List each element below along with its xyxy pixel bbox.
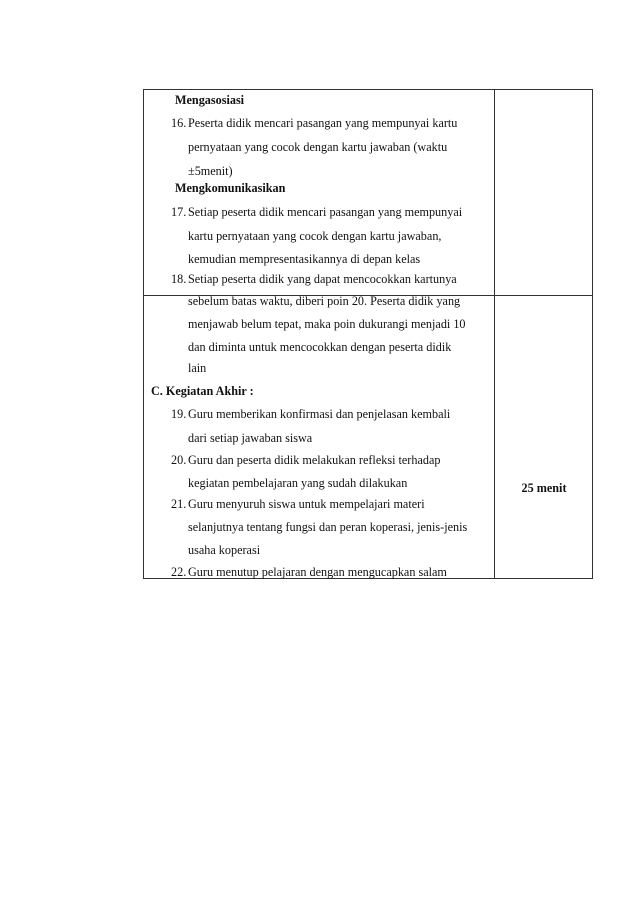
item-22-line-1: Guru menutup pelajaran dengan mengucapkan salam bbox=[188, 565, 447, 579]
item-20-line-1: Guru dan peserta didik melakukan refleksi terhadap bbox=[188, 453, 441, 467]
item-17-number: 17. bbox=[171, 205, 187, 219]
item-19-line-1: Guru memberikan konfirmasi dan penjelasan kembali bbox=[188, 407, 451, 421]
item-21-line-1: Guru menyuruh siswa untuk mempelajari materi bbox=[188, 497, 425, 511]
item-21-number: 21. bbox=[171, 497, 187, 511]
mengasosiasi-heading: Mengasosiasi bbox=[175, 93, 245, 107]
item-17-line-2: kartu pernyataan yang cocok dengan kartu jawaban, bbox=[188, 229, 442, 243]
item-17-line-3: kemudian mempresentasikannya di depan kelas bbox=[188, 252, 421, 266]
mengkomunikasikan-heading: Mengkomunikasikan bbox=[175, 181, 286, 195]
item-19-line-2: dari setiap jawaban siswa bbox=[188, 431, 313, 445]
duration-label: 25 menit bbox=[521, 481, 567, 495]
item-18-line-3: menjawab belum tepat, maka poin dukurangi menjadi 10 bbox=[188, 317, 466, 331]
item-21-line-3: usaha koperasi bbox=[188, 543, 261, 557]
item-16-line-3: ±5menit) bbox=[188, 164, 233, 178]
item-16-line-2: pernyataan yang cocok dengan kartu jawaban (waktu bbox=[188, 140, 448, 154]
lesson-activity-table bbox=[143, 89, 593, 579]
item-20-line-2: kegiatan pembelajaran yang sudah dilakukan bbox=[188, 476, 408, 490]
item-19-number: 19. bbox=[171, 407, 187, 421]
column-divider bbox=[494, 90, 495, 578]
item-16-line-1: Peserta didik mencari pasangan yang mempunyai kartu bbox=[188, 116, 458, 130]
item-21-line-2: selanjutnya tentang fungsi dan peran koperasi, jenis-jenis bbox=[188, 520, 468, 534]
item-20-number: 20. bbox=[171, 453, 187, 467]
item-16-number: 16. bbox=[171, 116, 187, 130]
item-17-line-1: Setiap peserta didik mencari pasangan yang mempunyai bbox=[188, 205, 463, 219]
item-22-number: 22. bbox=[171, 565, 187, 579]
kegiatan-akhir-heading: C. Kegiatan Akhir : bbox=[151, 384, 254, 398]
item-18-number: 18. bbox=[171, 272, 187, 286]
item-18-line-2: sebelum batas waktu, diberi poin 20. Peserta didik yang bbox=[188, 294, 461, 308]
item-18-line-5: lain bbox=[188, 361, 207, 375]
item-18-line-1: Setiap peserta didik yang dapat mencocokkan kartunya bbox=[188, 272, 457, 286]
item-18-line-4: dan diminta untuk mencocokkan dengan peserta didik bbox=[188, 340, 452, 354]
